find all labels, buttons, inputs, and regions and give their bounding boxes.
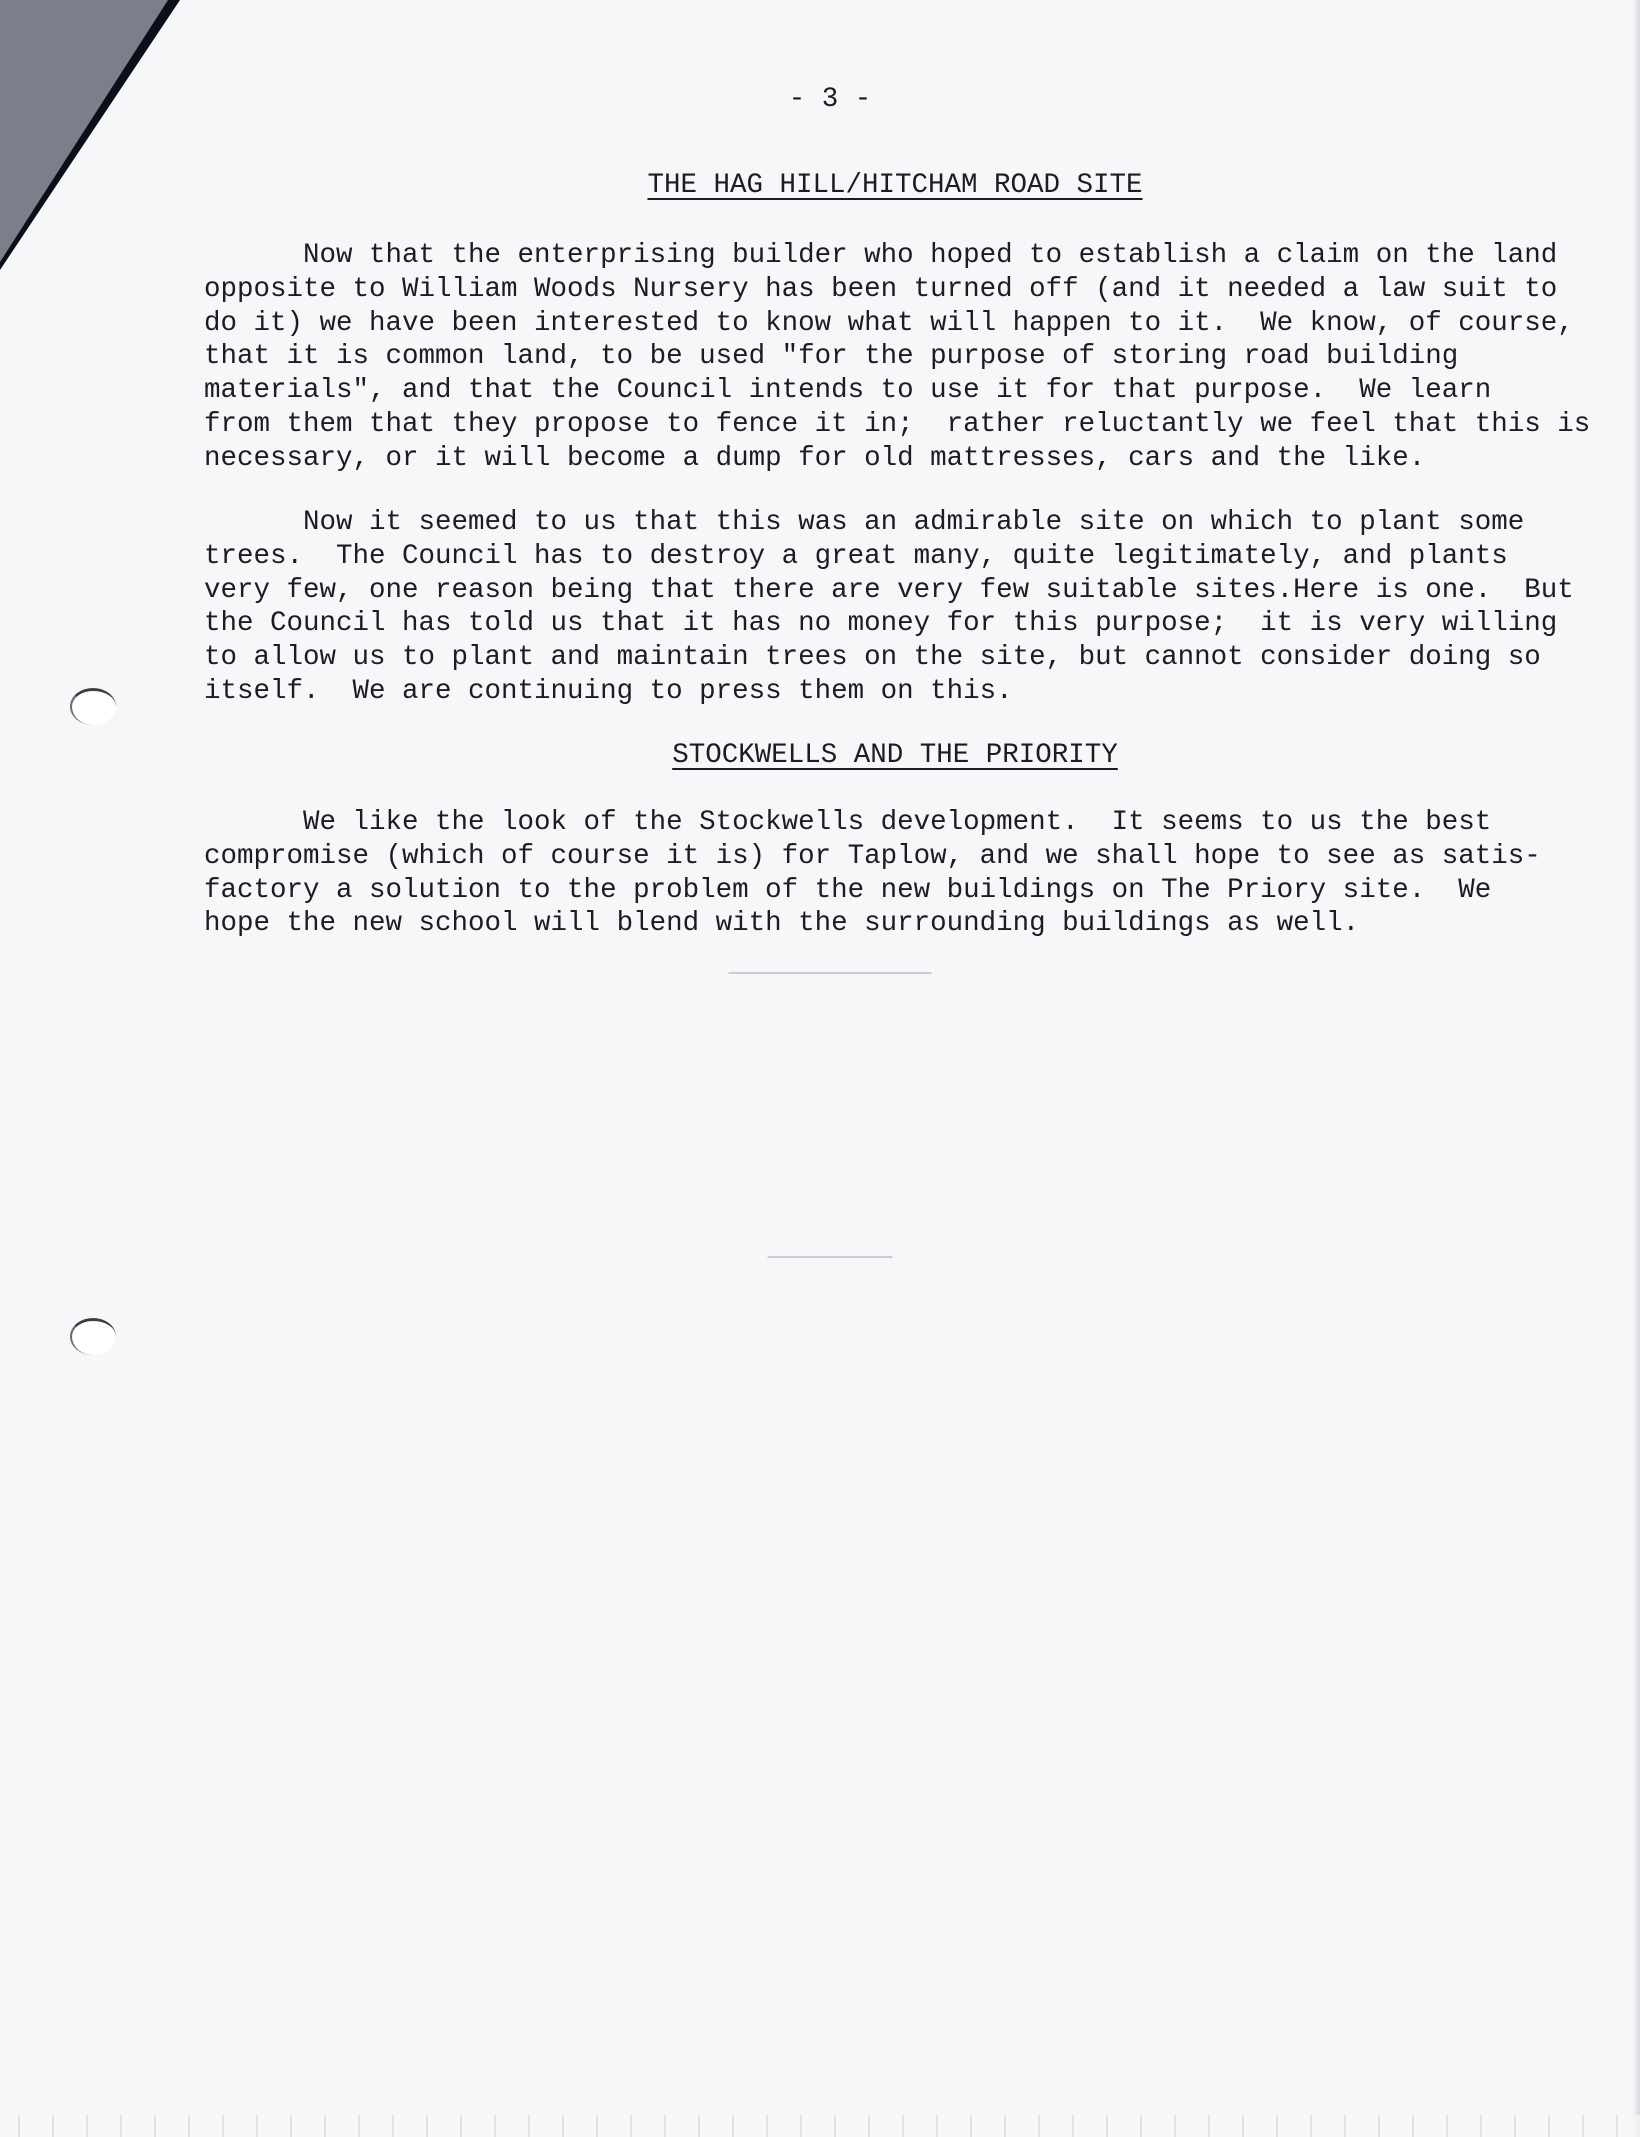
- text-line: that it is common land, to be used "for the purpose of storing road building: [204, 341, 1459, 373]
- text-line: necessary, or it will become a dump for old mattresses, cars and the like.: [204, 442, 1426, 474]
- text-line: factory a solution to the problem of the new buildings on The Priory site. We: [204, 874, 1492, 906]
- paper-edge-bottom: [0, 2115, 1640, 2137]
- text-line: very few, one reason being that there are very few suitable sites.Here is one. But: [204, 574, 1574, 606]
- text-line: compromise (which of course it is) for Taplow, and we shall hope to see as satis-: [204, 840, 1541, 872]
- text-line: the Council has told us that it has no money for this purpose; it is very willing: [204, 608, 1558, 640]
- page-number: - 3 -: [788, 84, 872, 115]
- bleed-through-mark: [0, 1232, 1640, 1262]
- text-line: We like the look of the Stockwells development. It seems to us the best: [204, 807, 1492, 838]
- text-line: trees. The Council has to destroy a great many, quite legitimately, and plants: [204, 540, 1508, 572]
- text-line: itself. We are continuing to press them on this.: [204, 675, 1013, 707]
- text-line: opposite to William Woods Nursery has been turned off (and it needed a law suit to: [204, 273, 1558, 305]
- paper-edge-right: [1632, 0, 1640, 2137]
- torn-corner: [0, 0, 168, 262]
- text-line: from them that they propose to fence it in; rather reluctantly we feel that this is: [204, 408, 1591, 440]
- text-line: materials", and that the Council intends to use it for that purpose. We learn: [204, 375, 1492, 407]
- text-line: to allow us to plant and maintain trees on the site, but cannot consider doing so: [204, 642, 1541, 674]
- paragraph-hag-hill-2: [204, 506, 1614, 709]
- bleed-through-mark: [0, 948, 1640, 978]
- text-line: Now it seemed to us that this was an admirable site on which to plant some: [204, 507, 1525, 538]
- section-heading-hag-hill: THE HAG HILL/HITCHAM ROAD SITE: [647, 170, 1143, 201]
- punch-hole-top: [70, 688, 116, 725]
- paragraph-hag-hill-1: [204, 239, 1614, 476]
- punch-hole-bottom: [70, 1318, 116, 1355]
- paragraph-stockwells: [204, 806, 1614, 941]
- text-line: Now that the enterprising builder who hoped to establish a claim on the land: [204, 240, 1558, 271]
- text-line: hope the new school will blend with the surrounding buildings as well.: [204, 908, 1360, 940]
- text-line: do it) we have been interested to know what will happen to it. We know, of course,: [204, 307, 1574, 339]
- section-heading-stockwells: STOCKWELLS AND THE PRIORITY: [672, 740, 1118, 771]
- bleed-through-mark: [0, 1130, 1640, 1160]
